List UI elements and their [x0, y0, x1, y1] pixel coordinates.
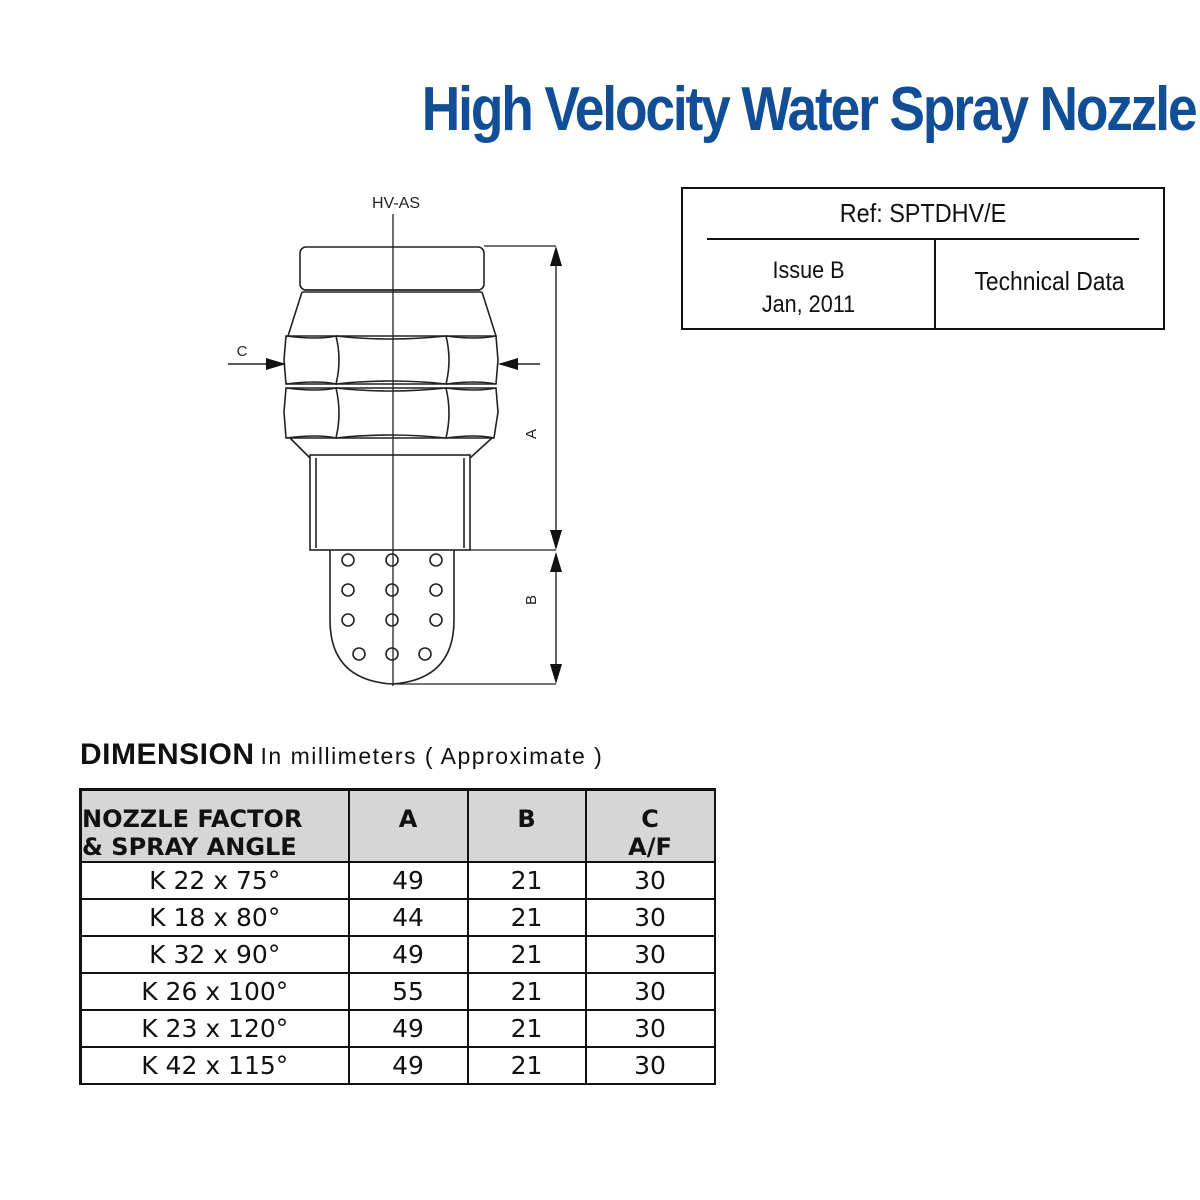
cell-b: 21	[468, 936, 586, 973]
spray-holes	[342, 554, 442, 660]
table-row	[81, 1010, 715, 1047]
cell-nozzle-factor: K 42 x 115°	[81, 1047, 349, 1084]
cell-c: 30	[586, 936, 715, 973]
cell-c: 30	[586, 1010, 715, 1047]
nozzle-neck	[288, 292, 496, 336]
page-title: High Velocity Water Spray Nozzle	[421, 75, 1196, 144]
cell-c: 30	[586, 862, 715, 899]
upper-hex-nut	[284, 336, 498, 384]
perforated-tip	[330, 550, 454, 684]
table-row	[81, 936, 715, 973]
cell-c: 30	[586, 973, 715, 1010]
cell-a: 55	[349, 973, 468, 1010]
cell-nozzle-factor: K 26 x 100°	[81, 973, 349, 1010]
issue-label: Issue B	[772, 257, 845, 284]
dimension-title: DIMENSION	[80, 738, 255, 771]
header-nozzle-factor: NOZZLE FACTOR & SPRAY ANGLE	[81, 790, 349, 863]
cell-a: 49	[349, 862, 468, 899]
issue-info	[683, 240, 936, 328]
reference-box	[681, 187, 1165, 330]
dimension-c-label: C	[236, 343, 248, 360]
issue-date: Jan, 2011	[761, 291, 856, 318]
cell-a: 44	[349, 899, 468, 936]
cell-nozzle-factor: K 18 x 80°	[81, 899, 349, 936]
dimension-subtitle: In millimeters ( Approximate )	[260, 743, 604, 769]
table-row	[81, 973, 715, 1010]
model-label: HV-AS	[371, 195, 421, 212]
cell-b: 21	[468, 1047, 586, 1084]
nozzle-cap	[300, 247, 484, 290]
cell-c: 30	[586, 1047, 715, 1084]
cell-b: 21	[468, 862, 586, 899]
lower-hex-nut	[284, 388, 498, 438]
cell-a: 49	[349, 1010, 468, 1047]
cell-c: 30	[586, 899, 715, 936]
cell-nozzle-factor: K 23 x 120°	[81, 1010, 349, 1047]
header-c: C A/F	[586, 790, 715, 863]
cell-b: 21	[468, 1010, 586, 1047]
table-row	[81, 899, 715, 936]
cell-nozzle-factor: K 32 x 90°	[81, 936, 349, 973]
dimension-a-label: A	[523, 428, 540, 440]
dimension-b-label: B	[523, 594, 540, 606]
nozzle-body	[310, 455, 470, 550]
table-header-row	[81, 790, 715, 863]
table-row	[81, 862, 715, 899]
header-a: A	[349, 790, 468, 863]
cell-nozzle-factor: K 22 x 75°	[81, 862, 349, 899]
dimension-heading	[80, 738, 603, 772]
cell-a: 49	[349, 1047, 468, 1084]
cell-b: 21	[468, 973, 586, 1010]
nozzle-drawing	[200, 190, 580, 700]
table-row	[81, 1047, 715, 1084]
cell-a: 49	[349, 936, 468, 973]
dimension-table	[79, 788, 716, 1085]
cell-b: 21	[468, 899, 586, 936]
document-type: Technical Data	[974, 266, 1125, 296]
reference-code: Ref: SPTDHV/E	[707, 189, 1139, 240]
header-b: B	[468, 790, 586, 863]
